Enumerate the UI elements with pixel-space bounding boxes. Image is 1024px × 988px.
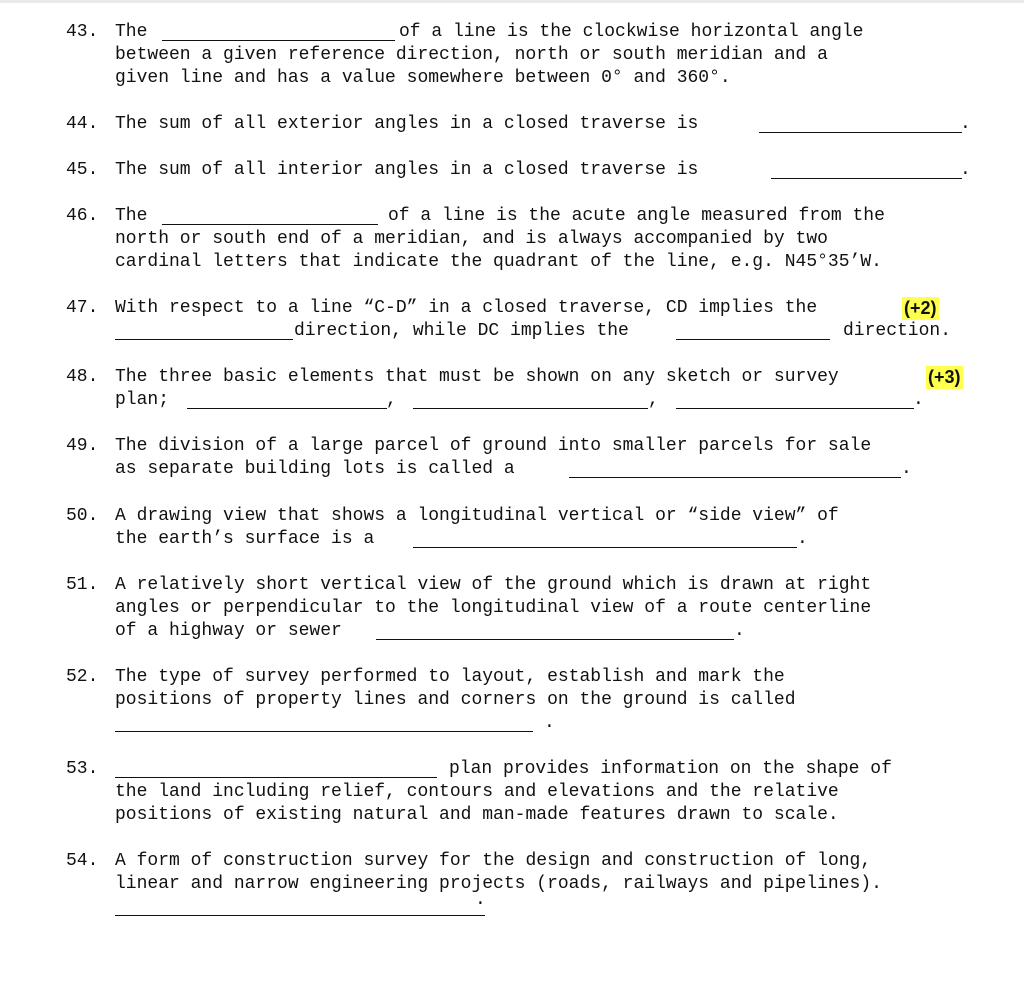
question-number: 44.: [66, 114, 99, 134]
period: .: [913, 390, 924, 410]
period: .: [960, 114, 971, 134]
question-text: positions of property lines and corners on the ground is called: [115, 690, 796, 710]
question-54: [66, 850, 966, 919]
question-52: [66, 666, 966, 735]
period: .: [475, 890, 486, 910]
question-48: [66, 366, 966, 412]
question-text: angles or perpendicular to the longitudinal view of a route centerline: [115, 598, 872, 618]
question-45: [66, 159, 971, 182]
question-text: of a line is the clockwise horizontal angle: [399, 22, 864, 42]
answer-blank[interactable]: [115, 731, 533, 732]
question-number: 43.: [66, 22, 99, 42]
answer-blank[interactable]: [115, 777, 437, 778]
question-number: 45.: [66, 160, 99, 180]
answer-blank[interactable]: [115, 915, 485, 916]
question-44: [66, 113, 971, 136]
answer-blank[interactable]: [569, 477, 901, 478]
answer-blank[interactable]: [187, 408, 387, 409]
question-text: direction.: [843, 321, 952, 341]
question-53: [66, 758, 966, 827]
answer-blank[interactable]: [162, 224, 378, 225]
question-number: 50.: [66, 506, 99, 526]
question-number: 47.: [66, 298, 99, 318]
question-text: The type of survey performed to layout, establish and mark the: [115, 667, 785, 687]
answer-blank[interactable]: [115, 339, 293, 340]
period: .: [960, 160, 971, 180]
question-number: 49.: [66, 436, 99, 456]
question-text: north or south end of a meridian, and is always accompanied by two: [115, 229, 828, 249]
question-text: the earth’s surface is a: [115, 529, 375, 549]
answer-blank[interactable]: [413, 408, 648, 409]
question-text: positions of existing natural and man-made features drawn to scale.: [115, 805, 839, 825]
question-text: plan;: [115, 390, 170, 410]
question-text: cardinal letters that indicate the quadrant of the line, e.g. N45°35’W.: [115, 252, 882, 272]
question-text: plan provides information on the shape of: [449, 759, 892, 779]
question-number: 51.: [66, 575, 99, 595]
question-43: [66, 21, 966, 90]
period: .: [734, 621, 745, 641]
question-text: linear and narrow engineering projects (roads, railways and pipelines).: [115, 874, 882, 894]
period: .: [544, 713, 555, 733]
question-number: 53.: [66, 759, 99, 779]
question-text: The: [115, 206, 148, 226]
question-46: [66, 205, 966, 274]
question-number: 54.: [66, 851, 99, 871]
points-badge: (+2): [904, 298, 937, 318]
question-text: The division of a large parcel of ground into smaller parcels for sale: [115, 436, 872, 456]
question-number: 48.: [66, 367, 99, 387]
question-text: The: [115, 22, 148, 42]
question-text: With respect to a line “C-D” in a closed traverse, CD implies the: [115, 298, 818, 318]
question-text: The sum of all exterior angles in a closed traverse is: [115, 114, 699, 134]
question-text: between a given reference direction, north or south meridian and a: [115, 45, 828, 65]
question-51: [66, 574, 966, 643]
question-text: A drawing view that shows a longitudinal vertical or “side view” of: [115, 506, 839, 526]
question-number: 52.: [66, 667, 99, 687]
answer-blank[interactable]: [676, 339, 830, 340]
answer-blank[interactable]: [771, 178, 962, 179]
question-text: the land including relief, contours and elevations and the relative: [115, 782, 839, 802]
comma: ,: [648, 390, 659, 410]
question-text: A form of construction survey for the design and construction of long,: [115, 851, 872, 871]
answer-blank[interactable]: [759, 132, 962, 133]
period: .: [797, 529, 808, 549]
comma: ,: [386, 390, 397, 410]
question-number: 46.: [66, 206, 99, 226]
points-badge: (+3): [928, 367, 961, 387]
period: .: [901, 459, 912, 479]
question-text: The sum of all interior angles in a closed traverse is: [115, 160, 699, 180]
question-text: direction, while DC implies the: [294, 321, 629, 341]
question-text: as separate building lots is called a: [115, 459, 515, 479]
question-49: [66, 435, 966, 481]
answer-blank[interactable]: [376, 639, 734, 640]
question-47: [66, 297, 966, 343]
question-text: The three basic elements that must be shown on any sketch or survey: [115, 367, 839, 387]
question-text: of a highway or sewer: [115, 621, 342, 641]
answer-blank[interactable]: [162, 40, 395, 41]
answer-blank[interactable]: [676, 408, 914, 409]
question-50: [66, 505, 966, 551]
question-text: A relatively short vertical view of the ground which is drawn at right: [115, 575, 872, 595]
question-text: given line and has a value somewhere between 0° and 360°.: [115, 68, 731, 88]
question-text: of a line is the acute angle measured from the: [388, 206, 885, 226]
answer-blank[interactable]: [413, 547, 797, 548]
